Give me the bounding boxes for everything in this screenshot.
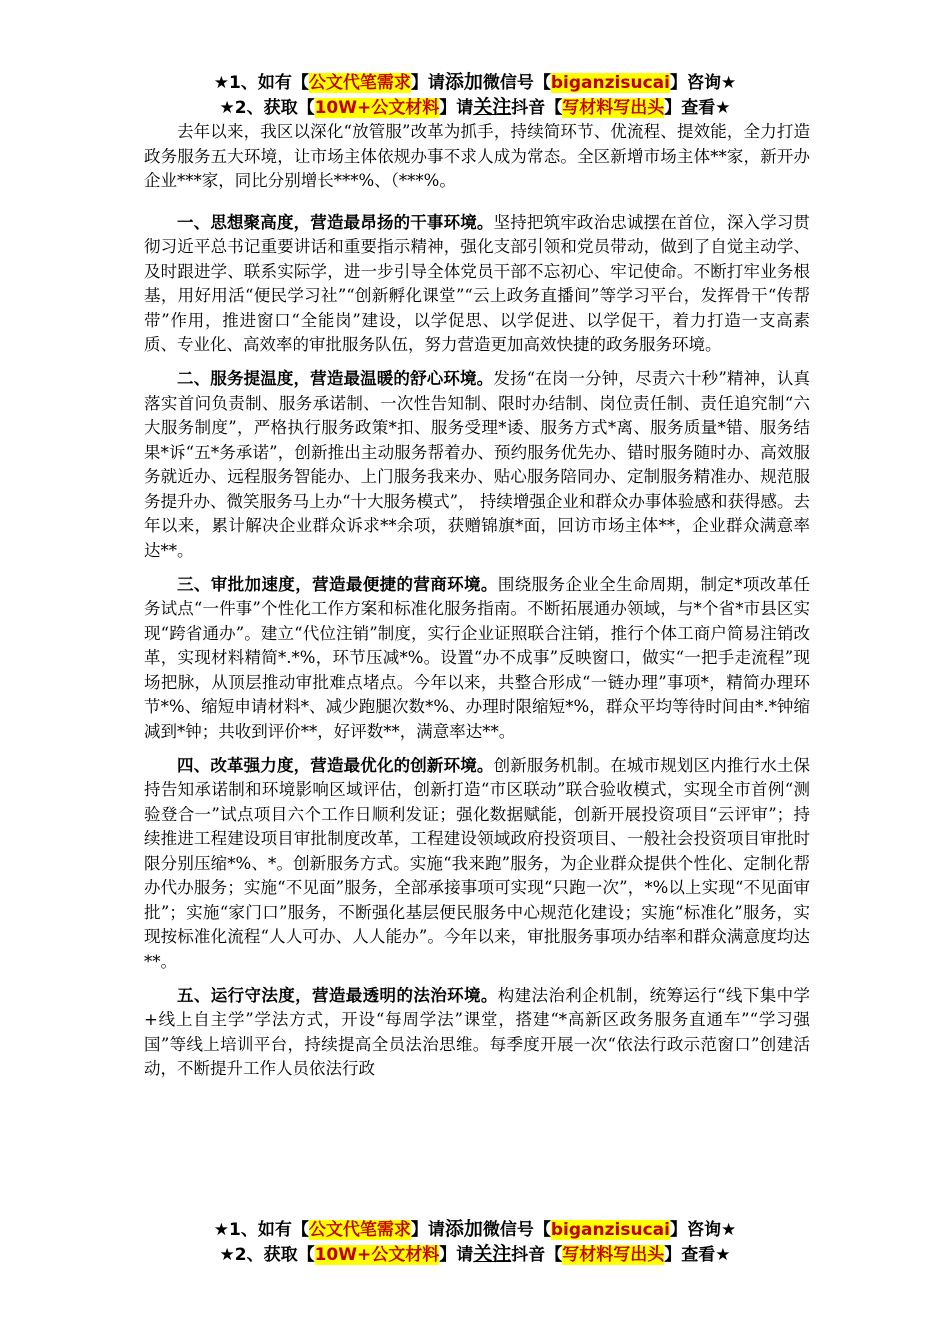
promo-highlight-service: 公文代笔需求 [308,73,411,93]
top-promo-banner-line-1 [0,70,950,96]
promo-text: 微信号【 [482,1220,551,1240]
promo-suffix: 】查看★ [664,98,731,118]
promo-emphasis: 关注 [473,96,512,118]
section-text-1: 坚持把筑牢政治忠诚摆在首位，深入学习贯彻习近平总书记重要讲话和重要指示精神，强化支部引领和党员带动，做到了自觉主动学、及时跟进学、联系实际学，进一步引导全体党员干部不忘初心、牢记使命。不断打牢业务根基，用好用活“便民学习社”“创新孵化课堂”“云上政务直播间”等学习平台，发挥骨干“传帮带”作用，推进窗口“全能岗”建设，以学促思、以学促进、以学促干，着力打造一支高素质、专业化、高效率的审批服务队伍，努力营造更加高效快捷的政务服务环境。 [144,212,811,354]
section-heading-3: 三、审批加速度，营造最便捷的营商环境。 [177,574,498,594]
section-paragraph-4 [144,754,810,975]
promo-highlight-wechat-id: biganzisucai [550,73,670,93]
promo-text: 】请 [439,1245,474,1265]
promo-text: 微信号【 [482,73,551,93]
promo-suffix: 】查看★ [664,1245,731,1265]
section-paragraph-2 [144,367,810,563]
section-heading-2: 二、服务提温度，营造最温暖的舒心环境。 [177,369,494,388]
promo-emphasis: 关注 [473,1243,512,1265]
section-text-2: 发扬“在岗一分钟，尽责六十秒”精神，认真落实首问负责制、服务承诺制、一次性告知制、限时办结制、岗位责任制、责任追究制“六大服务制度”，严格执行服务政策*扣、服务受理*诿、服务方式*离、服务质量*错、服务结果*诉“五*务承诺”，创新推出主动服务帮着办、预约服务优先办、错时服务随时办、高效服务就近办、远程服务智能办、上门服务我来办、贴心服务陪同办、定制服务精准办、规范服务提升办、微笑服务马上办“十大服务模式”， 持续增强企业和群众办事体验感和获得感。去年以来，累计解决企业群众诉求**余项，获赠锦旗*面，回访市场主体**，企业群众满意率达**。 [144,369,810,560]
promo-highlight-materials: 10W+公文材料 [314,98,440,118]
promo-suffix: 】咨询★ [669,1220,737,1240]
document-body [144,120,810,1091]
section-paragraph-1 [144,211,810,358]
promo-highlight-douyin-account: 写材料写出头 [562,1245,665,1265]
promo-text: 】请 [410,1220,445,1240]
promo-prefix: ★2、获取【 [219,98,315,118]
bottom-promo-banner-line-2 [0,1242,950,1268]
section-text-5: 构建法治利企机制，统筹运行“线下集中学+线上自主学”学法方式，开设“每周学法”课堂，搭建“*高新区政务服务直通车”“学习强国”等线上培训平台，持续提高全员法治思维。每季度开展一次“依法行政示范窗口”创建活动，不断提升工作人员依法行政 [144,985,811,1078]
section-paragraph-3 [144,573,810,745]
section-paragraph-5 [144,984,810,1082]
promo-emphasis: 添加 [444,1218,483,1240]
intro-paragraph: 去年以来，我区以深化“放管服”改革为抓手，持续简环节、优流程、提效能，全力打造政务服务五大环境，让市场主体依规办事不求人成为常态。全区新增市场主体**家，新开办企业***家，同比分别增长***%、（***%。 [144,122,810,190]
section-text-3: 围绕服务企业全生命周期，制定*项改革任务试点“一件事”个性化工作方案和标准化服务指南。不断拓展通办领域，与*个省*市县区实现“跨省通办”。建立“代位注销”制度，实行企业证照联合注销，推行个体工商户简易注销改革，实现材料精简*.*%，环节压减*%。设置“办不成事”反映窗口，做实“一把手走流程”现场把脉，从顶层推动审批难点堵点。今年以来，共整合形成“一链办理”事项*，精简办理环节*%、缩短申请材料*、减少跑腿次数*%、办理时限缩短*%，群众平均等待时间由*.*钟缩减到*钟；共收到评价**，好评数**，满意率达**。 [144,574,811,741]
promo-suffix: 】咨询★ [669,73,737,93]
promo-highlight-wechat-id: biganzisucai [550,1220,670,1240]
promo-prefix: ★1、如有【 [213,1220,309,1240]
section-heading-4: 四、改革强力度，营造最优化的创新环境。 [177,755,494,775]
promo-text: 抖音【 [511,98,563,118]
bottom-promo-banner-line-1 [0,1217,950,1243]
top-promo-banner-line-2 [0,95,950,121]
promo-emphasis: 添加 [444,71,483,93]
promo-highlight-materials: 10W+公文材料 [314,1245,440,1265]
section-heading-1: 一、思想聚高度，营造最昂扬的干事环境。 [177,212,494,232]
section-heading-5: 五、运行守法度，营造最透明的法治环境。 [177,985,498,1005]
promo-highlight-service: 公文代笔需求 [308,1220,411,1240]
promo-highlight-douyin-account: 写材料写出头 [562,98,665,118]
promo-text: 】请 [410,73,445,93]
promo-text: 抖音【 [511,1245,563,1265]
section-text-4: 创新服务机制。在城市规划区内推行水土保持告知承诺制和环境影响区域评估，创新打造“市区联动”联合验收模式，实现全市首例“测验登合一”试点项目六个工作日顺利发证；强化数据赋能，创新开展投资项目“云评审”；持续推进工程建设项目审批制度改革，工程建设领域政府投资项目、一般社会投资项目审批时限分别压缩*%、*。创新服务方式。实施“我来跑”服务，为企业群众提供个性化、定制化帮办代办服务；实施“不见面”服务，全部承接事项可实现“只跑一次”，*%以上实现“不见面审批”；实施“家门口”服务，不断强化基层便民服务中心规范化建设；实施“标准化”服务，实现按标准化流程“人人可办、人人能办”。今年以来，审批服务事项办结率和群众满意度均达**。 [144,755,811,971]
promo-text: 】请 [439,98,474,118]
promo-prefix: ★1、如有【 [213,73,309,93]
promo-prefix: ★2、获取【 [219,1245,315,1265]
